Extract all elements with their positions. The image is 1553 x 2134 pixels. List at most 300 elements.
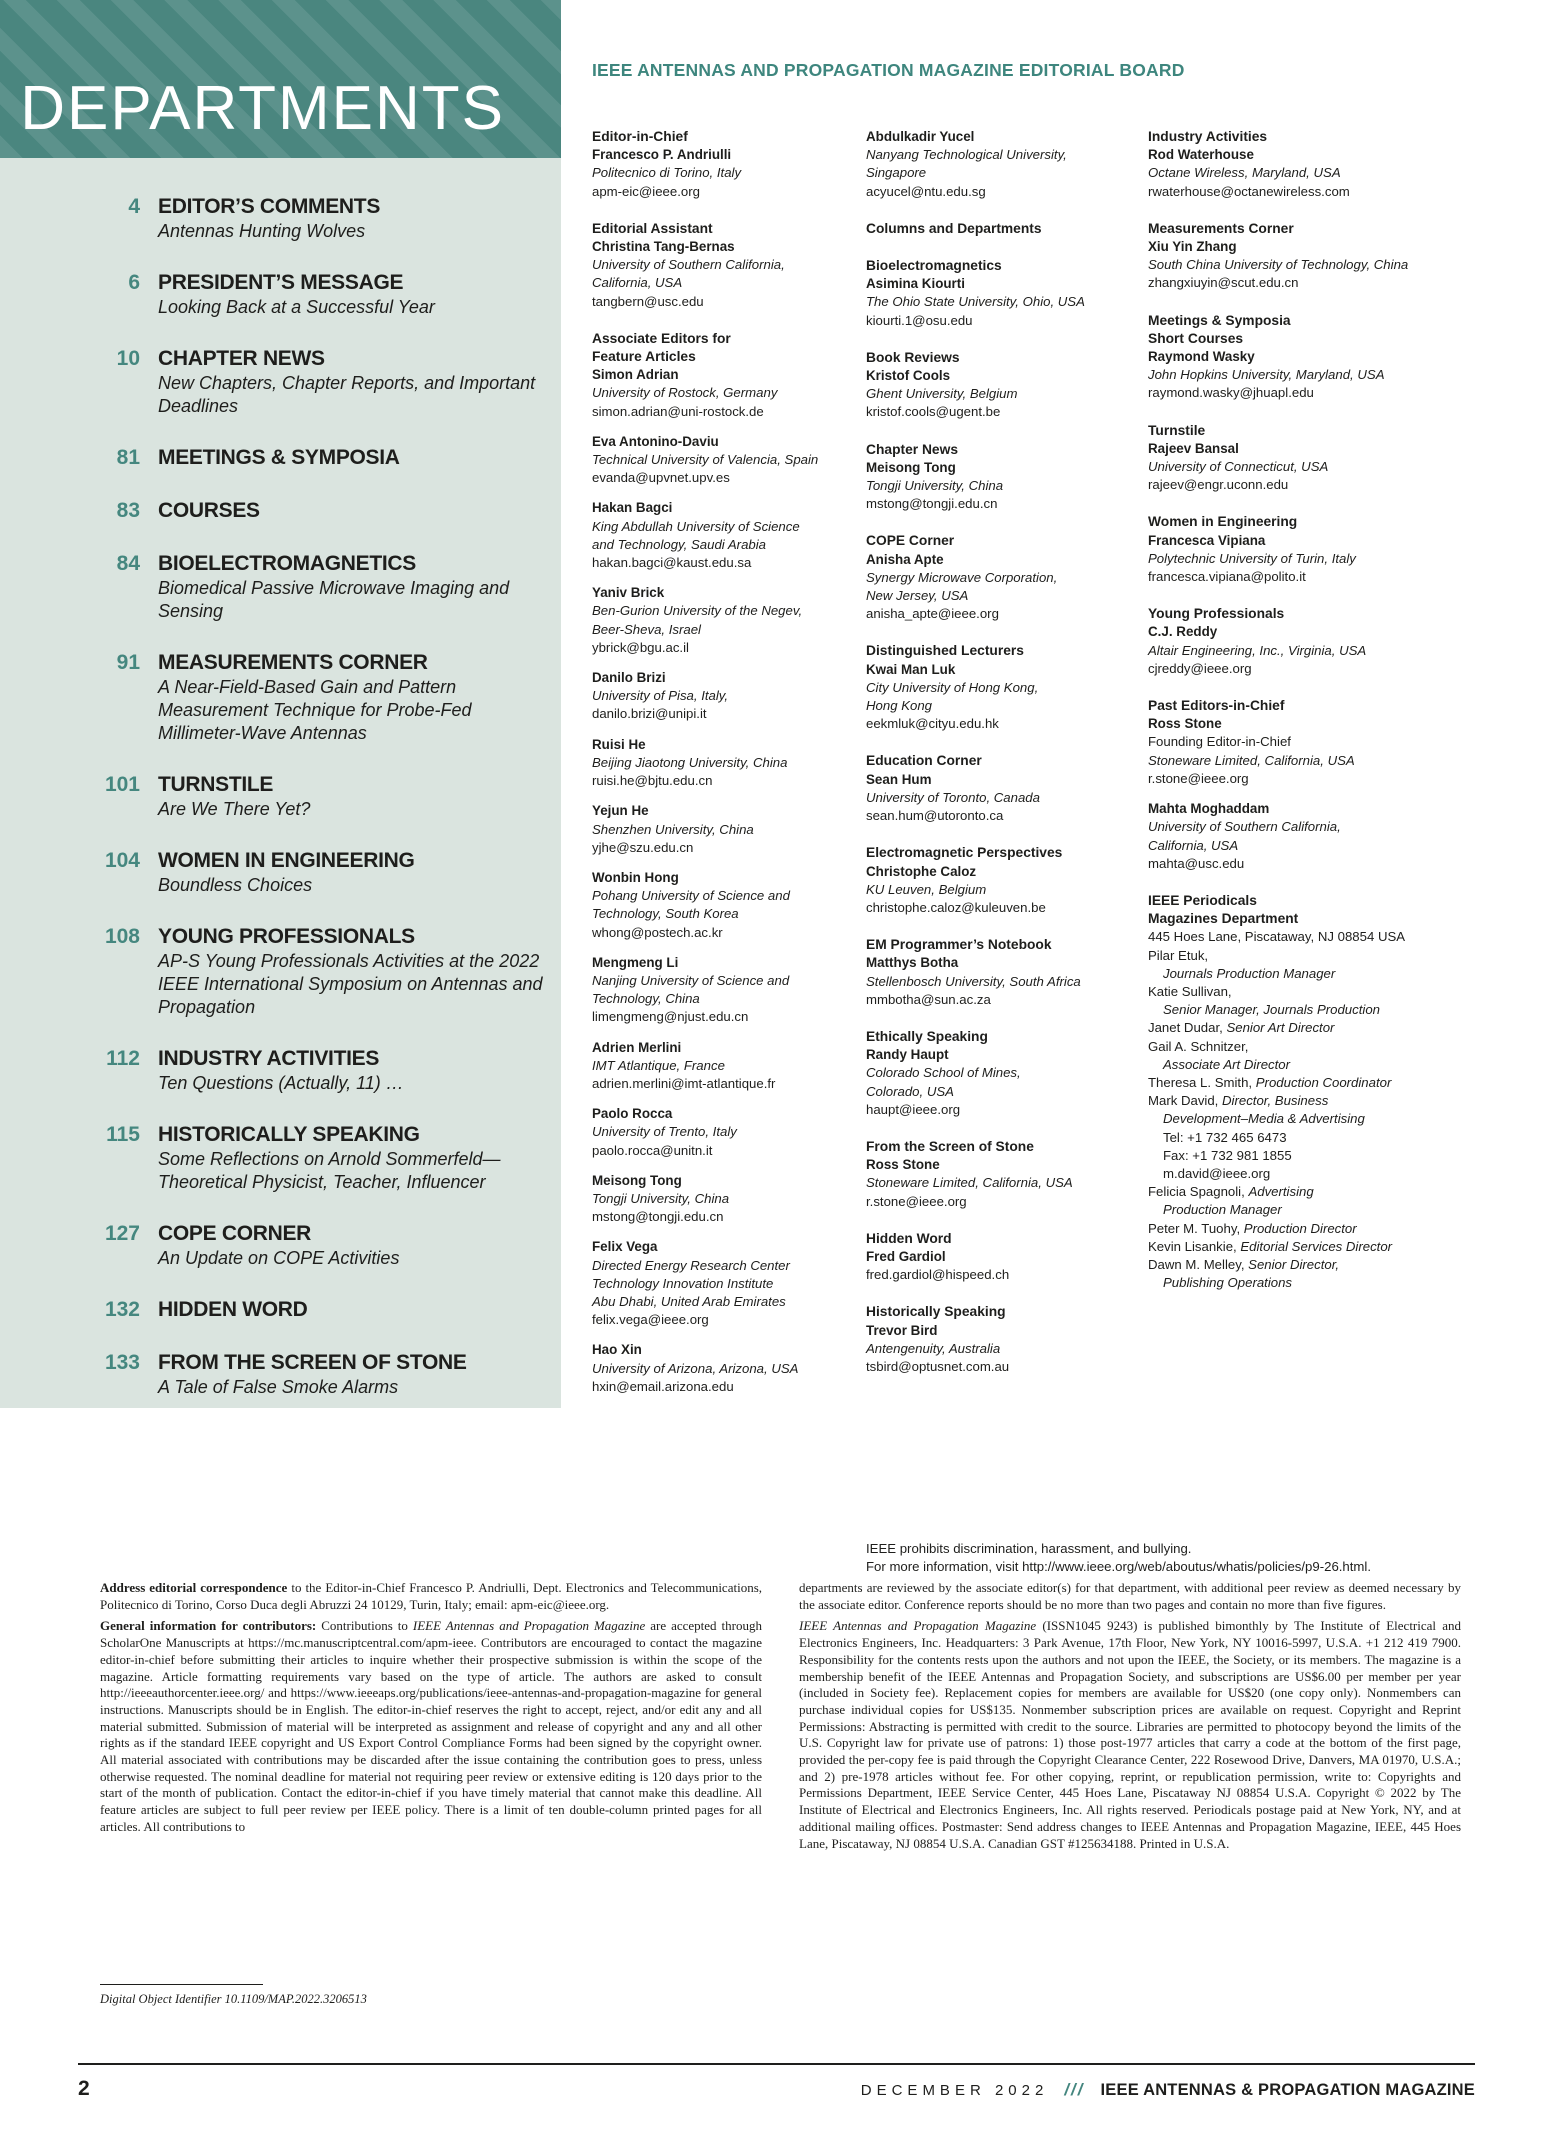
staff-line	[1148, 1129, 1460, 1147]
editor-affiliation: Ben-Gurion University of the Negev,	[592, 603, 803, 619]
editor-affiliation: Stoneware Limited, California, USA	[866, 1175, 1073, 1191]
toc-item	[0, 551, 561, 623]
plain-text: Pilar Etuk,	[1148, 947, 1209, 963]
toc-entry-text	[158, 924, 543, 1019]
editor-affiliation: Tongji University, China	[866, 478, 1004, 494]
board-entry	[592, 1039, 860, 1094]
toc-entry-text	[158, 445, 543, 471]
editor-name: Danilo Brizi	[592, 670, 666, 686]
editor-email: apm-eic@ieee.org	[592, 183, 700, 199]
board-section-heading: Associate Editors for	[592, 330, 731, 346]
footer	[78, 2077, 1475, 2101]
editor-email: kristof.cools@ugent.be	[866, 404, 1001, 420]
board-entry	[1148, 220, 1460, 293]
toc-page-number: 6	[128, 271, 140, 294]
editor-name: Raymond Wasky	[1148, 349, 1255, 365]
editor-email: haupt@ieee.org	[866, 1101, 961, 1117]
editor-name: Ruisi He	[592, 736, 646, 752]
toc-subtitle: New Chapters, Chapter Reports, and Important Deadlines	[158, 373, 536, 416]
plain-text: Tel: +1 732 465 6473	[1163, 1129, 1287, 1145]
editor-email: eekmluk@cityu.edu.hk	[866, 716, 999, 732]
board-section-heading: Industry Activities	[1148, 129, 1268, 144]
board-section-heading: Ethically Speaking	[866, 1028, 988, 1044]
editor-name: Sean Hum	[866, 771, 932, 787]
editor-email: francesca.vipiana@polito.it	[1148, 569, 1306, 585]
editor-affiliation: University of Southern California,	[592, 257, 785, 273]
editor-name: Eva Antonino-Daviu	[592, 433, 719, 449]
editor-name: Ross Stone	[866, 1157, 940, 1173]
editor-email: felix.vega@ieee.org	[592, 1312, 709, 1328]
toc-entry-text	[158, 551, 543, 623]
editor-affiliation: Antengenuity, Australia	[866, 1340, 1001, 1356]
editor-email: raymond.wasky@jhuapl.edu	[1148, 385, 1314, 401]
editor-affiliation: University of Arizona, Arizona, USA	[592, 1360, 799, 1376]
editor-email: r.stone@ieee.org	[1148, 770, 1249, 786]
board-section-heading: Measurements Corner	[1148, 220, 1294, 236]
board-column-2	[866, 128, 1144, 1388]
editor-name: Rajeev Bansal	[1148, 440, 1239, 456]
departments-toc	[0, 158, 561, 1399]
editor-name: Meisong Tong	[866, 459, 956, 475]
editor-affiliation: Ghent University, Belgium	[866, 386, 1018, 402]
staff-line	[1148, 1092, 1460, 1110]
doi-line: Digital Object Identifier 10.1109/MAP.2022.3206513	[100, 1992, 367, 2006]
editor-name: Simon Adrian	[592, 367, 679, 383]
toc-title: FROM THE SCREEN OF STONE	[158, 1351, 467, 1374]
editor-affiliation: Stoneware Limited, California, USA	[1148, 752, 1355, 768]
board-entry	[592, 869, 860, 942]
editor-affiliation: Abu Dhabi, United Arab Emirates	[592, 1293, 786, 1309]
bold-lead-text: General information for contributors:	[100, 1618, 317, 1634]
toc-item	[0, 924, 561, 1019]
editor-affiliation: John Hopkins University, Maryland, USA	[1148, 367, 1385, 383]
toc-page-number: 4	[128, 195, 140, 218]
toc-entry-text	[158, 1350, 543, 1399]
board-section-heading: Short Courses	[1148, 330, 1244, 346]
editor-affiliation: Technology, China	[592, 991, 700, 1007]
editor-email: anisha_apte@ieee.org	[866, 606, 999, 622]
toc-entry-text	[158, 650, 543, 745]
toc-item	[0, 445, 561, 471]
editor-affiliation: University of Toronto, Canada	[866, 789, 1040, 805]
toc-subtitle: A Near-Field-Based Gain and Pattern Measurement Technique for Probe-Fed Millimeter-Wave Antennas	[158, 677, 472, 743]
editor-name: Mahta Moghaddam	[1148, 801, 1270, 817]
board-entry	[1148, 697, 1460, 788]
editor-name: Wonbin Hong	[592, 869, 679, 885]
toc-entry-text	[158, 346, 543, 418]
toc-title: HIDDEN WORD	[158, 1298, 308, 1321]
editor-affiliation: South China University of Technology, China	[1148, 257, 1409, 273]
italic-text: Development–Media & Advertising	[1163, 1111, 1365, 1127]
italic-text: Senior Manager, Journals Production	[1163, 1002, 1380, 1018]
italic-text: Senior Director,	[1248, 1256, 1340, 1272]
editor-affiliation: IMT Atlantique, France	[592, 1057, 725, 1073]
toc-entry-text	[158, 1122, 543, 1194]
plain-text: to the Editor-in-Chief Francesco P. Andriulli, Dept. Electronics and Telecommunications, Politecnico di Torino, Corso Duca degli Abruzzi 24 10129, Turin, Italy; email: apm-eic@ieee.org.	[100, 1580, 762, 1612]
editor-email: yjhe@szu.edu.cn	[592, 839, 694, 855]
toc-page-number: 91	[116, 651, 140, 674]
toc-entry-text	[158, 772, 543, 821]
toc-title: EDITOR’S COMMENTS	[158, 195, 381, 218]
italic-text: Editorial Services Director	[1240, 1238, 1393, 1254]
board-entry	[866, 349, 1144, 422]
editor-affiliation: Colorado, USA	[866, 1083, 954, 1099]
toc-item	[0, 498, 561, 524]
editor-email: ruisi.he@bjtu.edu.cn	[592, 773, 713, 789]
plain-text: departments are reviewed by the associate editor(s) for that department, with additional peer review as deemed necessary by the associate editor. Conference reports should be no more than two pages and contain no more than five figures.	[799, 1580, 1461, 1612]
italic-text: Production Coordinator	[1255, 1074, 1392, 1090]
editor-email: zhangxiuyin@scut.edu.cn	[1148, 275, 1299, 291]
toc-entry-text	[158, 848, 543, 897]
board-entry	[866, 1028, 1144, 1119]
board-entry	[592, 1172, 860, 1227]
board-entry	[592, 499, 860, 572]
toc-item	[0, 194, 561, 243]
board-section-heading: Turnstile	[1148, 422, 1206, 438]
board-section-heading: Magazines Department	[1148, 911, 1299, 927]
editor-affiliation: University of Rostock, Germany	[592, 385, 778, 401]
editor-affiliation: Technology Innovation Institute	[592, 1275, 774, 1291]
italic-text: Publishing Operations	[1163, 1275, 1293, 1291]
toc-title: MEETINGS & SYMPOSIA	[158, 446, 400, 469]
editor-name: Kwai Man Luk	[866, 661, 956, 677]
editor-affiliation: Octane Wireless, Maryland, USA	[1148, 165, 1341, 181]
editor-affiliation: California, USA	[592, 275, 683, 291]
editor-email: mstong@tongji.edu.cn	[866, 496, 998, 512]
editor-email: sean.hum@utoronto.ca	[866, 808, 1004, 824]
footer-slashes-icon: ///	[1064, 2080, 1085, 2099]
editor-affiliation: The Ohio State University, Ohio, USA	[866, 294, 1085, 310]
editor-name: Rod Waterhouse	[1148, 147, 1254, 163]
editor-email: ybrick@bgu.ac.il	[592, 639, 689, 655]
toc-subtitle: Biomedical Passive Microwave Imaging and Sensing	[158, 578, 510, 621]
toc-subtitle: A Tale of False Smoke Alarms	[158, 1377, 399, 1397]
plain-text: Mark David,	[1148, 1093, 1223, 1109]
board-entry	[866, 642, 1144, 733]
staff-line	[1148, 965, 1460, 983]
toc-entry-text	[158, 498, 543, 524]
editor-affiliation: Nanjing University of Science and	[592, 972, 790, 988]
board-entry	[866, 128, 1144, 201]
plain-text: Kevin Lisankie,	[1148, 1238, 1241, 1254]
plain-text: (ISSN1045 9243) is published bimonthly by The Institute of Electrical and Electronics Engineers, Inc. Headquarters: 3 Park Avenue, 17th Floor, New York, NY 10016-5997, U.S.A. +1 212 419 7900. Responsibility for the contents rests upon the authors and not upon the IEEE, the Society, or its members. The magazine is a membership benefit of the IEEE Antennas and Propagation Society, and subscriptions are US$6.00 per member per year (included in Society fee). Replacement copies for members are available for US$20 (one copy only). Nonmembers can purchase individual copies for US$135. Nonmember subscription prices are available on request. Copyright and Reprint Permissions: Abstracting is permitted with credit to the source. Libraries are permitted to photocopy beyond the limits of the U.S. Copyright law for private use of patrons: 1) those post-1977 articles that carry a code at the bottom of the first page, provided the per-copy fee is paid through the Copyright Clearance Center, 222 Rosewood Drive, Danvers, MA 01970, U.S.A.; and 2) pre-1978 articles without fee. For other copying, reprint, or republication permission, write to: Copyrights and Permissions Department, IEEE Service Center, 445 Hoes Lane, Piscataway NJ 08854 U.S.A. Copyright © 2022 by The Institute of Electrical and Electronics Engineers, Inc. All rights reserved. Periodicals postage paid at New York, NY, and at additional mailing offices. Postmaster: Send address changes to IEEE Antennas and Propagation Magazine, IEEE, 445 Hoes Lane, Piscataway, NJ 08854 U.S.A. Canadian GST #125634188. Printed in U.S.A.	[799, 1618, 1462, 1851]
board-section-heading: Book Reviews	[866, 349, 960, 365]
editor-email: christophe.caloz@kuleuven.be	[866, 899, 1046, 915]
board-entry	[1148, 800, 1460, 873]
staff-line	[1148, 1038, 1460, 1056]
board-entry	[866, 752, 1144, 825]
editor-name: Asimina Kiourti	[866, 276, 965, 292]
board-entry	[866, 844, 1144, 917]
board-section-heading: Columns and Departments	[866, 220, 1042, 236]
editor-email: paolo.rocca@unitn.it	[592, 1142, 713, 1158]
italic-text: IEEE Antennas and Propagation Magazine	[412, 1618, 646, 1634]
fine-print-paragraph	[100, 1580, 762, 1613]
staff-line	[1148, 1165, 1460, 1183]
toc-title: HISTORICALLY SPEAKING	[158, 1123, 420, 1146]
toc-title: CHAPTER NEWS	[158, 347, 325, 370]
plain-text: Contributions to	[316, 1618, 413, 1634]
footer-right-group	[861, 2080, 1475, 2100]
board-section-heading: Feature Articles	[592, 349, 696, 365]
staff-line	[1148, 1147, 1460, 1165]
board-entry	[1148, 513, 1460, 586]
editor-affiliation: Altair Engineering, Inc., Virginia, USA	[1148, 642, 1367, 658]
editor-email: acyucel@ntu.edu.sg	[866, 183, 986, 199]
staff-line	[1148, 1201, 1460, 1219]
toc-subtitle: Looking Back at a Successful Year	[158, 297, 435, 317]
toc-subtitle: Are We There Yet?	[158, 799, 311, 819]
board-section-heading: Historically Speaking	[866, 1304, 1006, 1320]
toc-page-number: 112	[106, 1047, 140, 1070]
toc-item	[0, 772, 561, 821]
board-column-1	[592, 128, 860, 1408]
anti-harassment-note	[866, 1540, 1506, 1576]
fine-print-paragraph	[799, 1580, 1461, 1613]
editor-affiliation: Pohang University of Science and	[592, 888, 790, 904]
toc-title: WOMEN IN ENGINEERING	[158, 849, 415, 872]
board-entry	[1148, 892, 1460, 1292]
editor-name: Anisha Apte	[866, 551, 944, 567]
staff-line	[1148, 1110, 1460, 1128]
editor-affiliation: Politecnico di Torino, Italy	[592, 165, 742, 181]
toc-item	[0, 1221, 561, 1270]
toc-item	[0, 848, 561, 897]
staff-line	[1148, 1019, 1460, 1037]
editor-affiliation: University of Connecticut, USA	[1148, 459, 1329, 475]
editor-affiliation: Beijing Jiaotong University, China	[592, 754, 788, 770]
editor-affiliation: Colorado School of Mines,	[866, 1065, 1021, 1081]
editor-name: Francesco P. Andriulli	[592, 147, 732, 163]
editor-email: evanda@upvnet.upv.es	[592, 470, 730, 486]
board-section-heading: IEEE Periodicals	[1148, 892, 1257, 908]
board-entry	[592, 1105, 860, 1160]
toc-entry-text	[158, 194, 543, 243]
board-section-heading: Electromagnetic Perspectives	[866, 845, 1063, 861]
toc-title: MEASUREMENTS CORNER	[158, 651, 428, 674]
editor-email: cjreddy@ieee.org	[1148, 660, 1252, 676]
toc-page-number: 10	[116, 347, 140, 370]
board-entry	[866, 532, 1144, 623]
editor-name: Christophe Caloz	[866, 863, 977, 879]
board-entry	[592, 954, 860, 1027]
board-entry	[592, 128, 860, 201]
board-section-heading: Women in Engineering	[1148, 514, 1298, 530]
editor-affiliation: California, USA	[1148, 837, 1239, 853]
editor-email: whong@postech.ac.kr	[592, 924, 723, 940]
editor-name: Christina Tang-Bernas	[592, 239, 735, 255]
editor-affiliation: Polytechnic University of Turin, Italy	[1148, 550, 1356, 566]
italic-text: Senior Art Director	[1226, 1020, 1335, 1036]
toc-page-number: 104	[104, 849, 140, 872]
toc-entry-text	[158, 1221, 543, 1270]
editor-affiliation: Singapore	[866, 165, 927, 181]
toc-page-number: 108	[104, 925, 140, 948]
editor-email: r.stone@ieee.org	[866, 1193, 967, 1209]
board-section-heading: COPE Corner	[866, 533, 955, 549]
editor-role: Founding Editor-in-Chief	[1148, 734, 1291, 750]
toc-subtitle: Boundless Choices	[158, 875, 313, 895]
editor-affiliation: Stellenbosch University, South Africa	[866, 973, 1081, 989]
toc-entry-text	[158, 1297, 543, 1323]
toc-title: YOUNG PROFESSIONALS	[158, 925, 415, 948]
plain-text: Fax: +1 732 981 1855	[1163, 1147, 1292, 1163]
board-section-heading: Hidden Word	[866, 1230, 952, 1246]
editor-email: limengmeng@njust.edu.cn	[592, 1009, 749, 1025]
board-entry	[592, 330, 860, 421]
editor-email: rajeev@engr.uconn.edu	[1148, 477, 1289, 493]
editor-affiliation: KU Leuven, Belgium	[866, 881, 987, 897]
board-section-heading: Chapter News	[866, 441, 959, 457]
editor-affiliation: Tongji University, China	[592, 1190, 730, 1206]
board-section-heading: Bioelectromagnetics	[866, 258, 1002, 274]
editor-email: tsbird@optusnet.com.au	[866, 1358, 1010, 1374]
fine-print-left-column	[100, 1580, 762, 1841]
fine-print-paragraph	[799, 1618, 1461, 1852]
editor-affiliation: Hong Kong	[866, 698, 932, 714]
plain-text: Theresa L. Smith,	[1148, 1074, 1256, 1090]
staff-line	[1148, 1274, 1460, 1292]
staff-line	[1148, 983, 1460, 1001]
staff-line	[1148, 947, 1460, 965]
board-entry	[592, 220, 860, 311]
toc-item	[0, 270, 561, 319]
editor-name: Francesca Vipiana	[1148, 532, 1266, 548]
toc-subtitle: Some Reflections on Arnold Sommerfeld—Theoretical Physicist, Teacher, Influencer	[158, 1149, 501, 1192]
board-entry	[592, 1341, 860, 1396]
staff-line	[1148, 1001, 1460, 1019]
editor-email: kiourti.1@osu.edu	[866, 312, 973, 328]
board-column-3	[1148, 128, 1460, 1304]
italic-text: Production Manager	[1163, 1202, 1282, 1218]
toc-item	[0, 1350, 561, 1399]
editor-affiliation: Technology, South Korea	[592, 906, 739, 922]
editor-name: Xiu Yin Zhang	[1148, 239, 1237, 255]
editor-email: mmbotha@sun.ac.za	[866, 991, 991, 1007]
toc-page-number: 81	[116, 446, 140, 469]
footer-rule	[78, 2063, 1475, 2065]
departments-heading: DEPARTMENTS	[20, 74, 505, 143]
editor-affiliation: Nanyang Technological University,	[866, 147, 1067, 163]
editor-email: simon.adrian@uni-rostock.de	[592, 403, 764, 419]
toc-title: PRESIDENT’S MESSAGE	[158, 271, 404, 294]
toc-title: BIOELECTROMAGNETICS	[158, 552, 416, 575]
toc-subtitle: AP-S Young Professionals Activities at the 2022 IEEE International Symposium on Antennas and Propagation	[158, 951, 543, 1017]
editor-name: Yaniv Brick	[592, 585, 665, 601]
board-entry	[866, 936, 1144, 1009]
plain-text: Janet Dudar,	[1148, 1020, 1227, 1036]
board-entry	[866, 257, 1144, 330]
board-section-heading: Young Professionals	[1148, 606, 1285, 622]
board-section-heading: From the Screen of Stone	[866, 1138, 1034, 1154]
toc-subtitle: Antennas Hunting Wolves	[158, 221, 366, 241]
board-entry	[866, 441, 1144, 514]
editor-affiliation: University of Trento, Italy	[592, 1124, 737, 1140]
editor-email: mstong@tongji.edu.cn	[592, 1209, 724, 1225]
toc-title: TURNSTILE	[158, 773, 274, 796]
board-section-heading: EM Programmer’s Notebook	[866, 937, 1052, 953]
editor-name: Paolo Rocca	[592, 1106, 673, 1122]
toc-subtitle: Ten Questions (Actually, 11) …	[158, 1073, 404, 1093]
editor-name: Hao Xin	[592, 1342, 642, 1358]
editor-email: fred.gardiol@hispeed.ch	[866, 1267, 1010, 1283]
bold-lead-text: Address editorial correspondence	[100, 1580, 288, 1595]
editor-name: Ross Stone	[1148, 716, 1222, 732]
board-entry	[592, 433, 860, 488]
staff-line	[1148, 1183, 1460, 1201]
editor-name: Matthys Botha	[866, 955, 959, 971]
italic-text: Advertising	[1248, 1184, 1314, 1200]
editor-email: danilo.brizi@unipi.it	[592, 706, 707, 722]
departments-banner	[0, 0, 561, 158]
board-entry	[1148, 605, 1460, 678]
toc-item	[0, 1297, 561, 1323]
editor-name: Adrien Merlini	[592, 1039, 682, 1055]
board-section-heading: Past Editors-in-Chief	[1148, 698, 1285, 714]
board-entry	[592, 584, 860, 657]
italic-text: Journals Production Manager	[1163, 965, 1336, 981]
plain-text: Katie Sullivan,	[1148, 983, 1232, 999]
board-entry	[592, 669, 860, 724]
board-section-heading: Editor-in-Chief	[592, 129, 688, 144]
toc-title: COURSES	[158, 499, 260, 522]
toc-entry-text	[158, 1046, 543, 1095]
editor-name: Meisong Tong	[592, 1172, 682, 1188]
editor-name: C.J. Reddy	[1148, 624, 1218, 640]
plain-text: Peter M. Tuohy,	[1148, 1220, 1244, 1236]
editor-affiliation: Directed Energy Research Center	[592, 1257, 790, 1273]
staff-line	[1148, 1256, 1460, 1274]
editor-name: Kristof Cools	[866, 368, 951, 384]
toc-subtitle: An Update on COPE Activities	[158, 1248, 400, 1268]
editor-name: Hakan Bagci	[592, 500, 673, 516]
note-line: For more information, visit http://www.ieee.org/web/aboutus/whatis/policies/p9-26.html.	[866, 1559, 1372, 1575]
editor-email: mahta@usc.edu	[1148, 855, 1245, 871]
staff-line	[1148, 1238, 1460, 1256]
board-section-heading: Distinguished Lecturers	[866, 643, 1024, 659]
plain-text: m.david@ieee.org	[1163, 1165, 1271, 1181]
editor-name: Abdulkadir Yucel	[866, 129, 975, 144]
editor-email: hxin@email.arizona.edu	[592, 1378, 734, 1394]
board-entry	[592, 736, 860, 791]
departments-panel	[0, 158, 561, 1408]
toc-item	[0, 650, 561, 745]
italic-text: Associate Art Director	[1163, 1056, 1291, 1072]
toc-entry-text	[158, 270, 543, 319]
italic-text: Production Director	[1243, 1220, 1357, 1236]
footer-page-number: 2	[78, 2077, 90, 2100]
staff-line	[1148, 1220, 1460, 1238]
editor-email: hakan.bagci@kaust.edu.sa	[592, 555, 752, 571]
toc-page-number: 115	[106, 1123, 140, 1146]
toc-page-number: 83	[116, 499, 140, 522]
staff-line	[1148, 1056, 1460, 1074]
editor-affiliation: and Technology, Saudi Arabia	[592, 536, 767, 552]
editor-affiliation: Synergy Microwave Corporation,	[866, 569, 1058, 585]
board-entry	[866, 1230, 1144, 1285]
board-section-heading: Education Corner	[866, 753, 982, 769]
toc-page-number: 101	[104, 773, 140, 796]
staff-line	[1148, 928, 1460, 946]
italic-text: IEEE Antennas and Propagation Magazine	[799, 1618, 1037, 1634]
board-entry	[1148, 128, 1460, 201]
board-section-heading: Editorial Assistant	[592, 220, 713, 236]
board-entry	[592, 802, 860, 857]
toc-item	[0, 1046, 561, 1095]
doi-rule	[100, 1984, 263, 1985]
editor-name: Fred Gardiol	[866, 1248, 946, 1264]
italic-text: Director, Business	[1222, 1093, 1329, 1109]
